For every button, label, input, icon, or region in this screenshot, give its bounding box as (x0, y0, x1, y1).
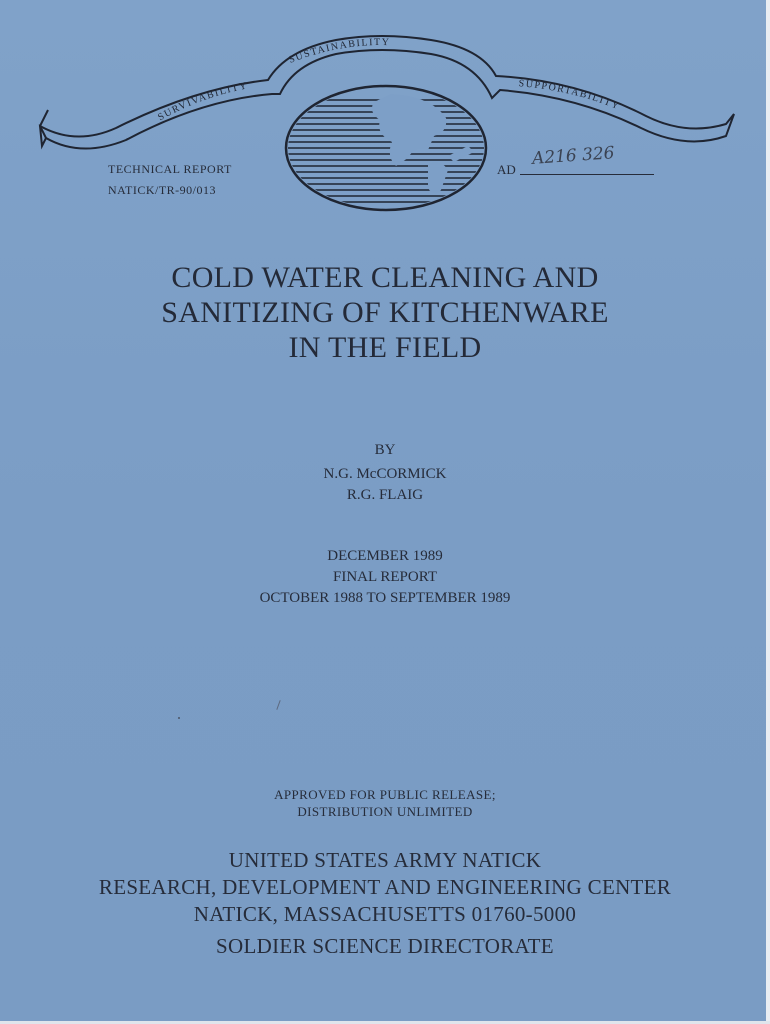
ad-number-handwritten: A216 326 (531, 143, 616, 169)
title-line: SANITIZING OF KITCHENWARE (161, 296, 609, 329)
directorate: SOLDIER SCIENCE DIRECTORATE (216, 934, 554, 958)
report-number: NATICK/TR-90/013 (108, 183, 216, 197)
release-statement (0, 786, 770, 820)
ad-number-underline (520, 174, 654, 175)
publication-date: DECEMBER 1989 (327, 548, 443, 564)
title-line: IN THE FIELD (288, 331, 482, 364)
author-name: R.G. FLAIG (346, 487, 424, 503)
authors-block (0, 464, 770, 506)
svg-text:SUPPORTABILITY (518, 78, 622, 112)
author-name: N.G. McCORMICK (323, 466, 447, 482)
ribbon-word-right: SUPPORTABILITY (518, 78, 622, 113)
ribbon-word-top: SUSTAINABILITY (287, 36, 391, 66)
organization-block (0, 847, 770, 928)
organization-line: RESEARCH, DEVELOPMENT AND ENGINEERING CENTER (98, 875, 672, 899)
report-type-label: TECHNICAL REPORT (108, 162, 232, 176)
report-title (0, 260, 770, 365)
paper-mark (276, 700, 280, 710)
page-edge-right (766, 0, 770, 1024)
svg-text:SURVIVABILITY (156, 80, 249, 123)
release-line: APPROVED FOR PUBLIC RELEASE; (274, 787, 496, 802)
by-label: BY (374, 442, 396, 458)
organization-line: UNITED STATES ARMY NATICK (228, 848, 542, 872)
organization-line: NATICK, MASSACHUSETTS 01760-5000 (193, 902, 577, 926)
report-status: FINAL REPORT (333, 569, 437, 585)
title-line: COLD WATER CLEANING AND (171, 261, 599, 294)
paper-speck (178, 717, 180, 719)
reporting-period: OCTOBER 1988 TO SEPTEMBER 1989 (259, 590, 511, 606)
globe-icon (286, 86, 486, 210)
release-line: DISTRIBUTION UNLIMITED (297, 804, 473, 819)
dates-block (0, 546, 770, 609)
ad-label: AD (497, 162, 516, 177)
ribbon-word-left: SURVIVABILITY (156, 80, 250, 124)
